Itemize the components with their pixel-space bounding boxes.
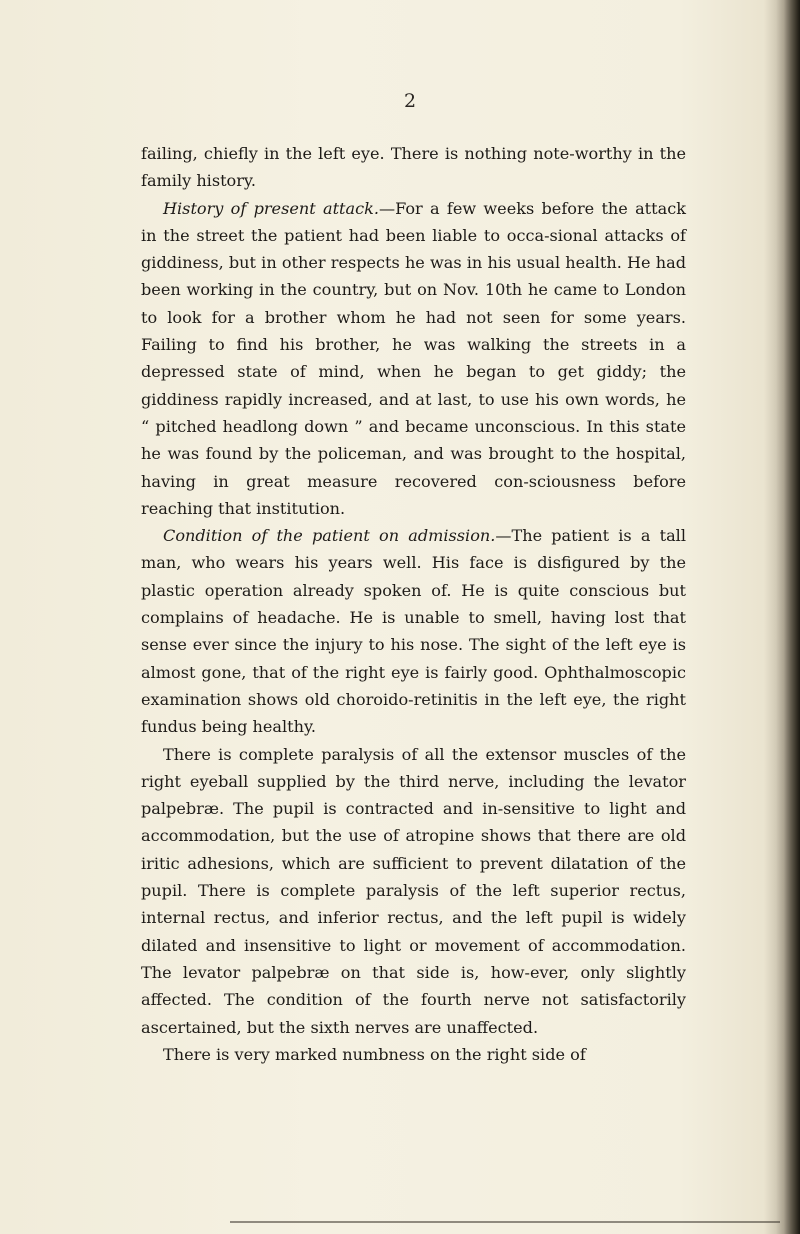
bottom-rule (230, 1221, 780, 1223)
paragraph-text: There is very marked numbness on the right side of (163, 1044, 586, 1064)
page-edge-shadow (764, 0, 800, 1234)
paragraph-text: —For a few weeks before the attack in the street the patient had been liable to occa-sional attacks of giddiness, but in other respects he was in his usual health. He had been working in the country, but on Nov. 10th he came to London to look for a brother whom he had not seen for some years. Failing to find his brother, he was walking the streets in a depressed state of mind, when he began to get giddy; the giddiness rapidly increased, and at last, to use his own words, he “ pitched headlong down ” and became unconscious. In this state he was found by the policeman, and was brought to the hospital, having in great measure recovered con-sciousness before reaching that institution. (141, 198, 686, 518)
page-number: 2 (403, 90, 417, 112)
section-heading: History of present attack. (163, 198, 379, 218)
body-text (141, 140, 686, 1068)
paragraph-paralysis (141, 741, 686, 1041)
paragraph-text: —The patient is a tall man, who wears his years well. His face is disfigured by the plastic operation already spoken of. He is quite conscious but complains of headache. He is unable to smell, having lost that sense ever since the injury to his nose. The sight of the left eye is almost gone, that of the right eye is fairly good. Ophthalmoscopic examination shows old choroido-retinitis in the left eye, the right fundus being healthy. (141, 526, 686, 737)
paragraph-text: failing, chiefly in the left eye. There is nothing note-worthy in the family history. (141, 144, 686, 191)
paragraph-condition-on-admission (141, 522, 686, 740)
paragraph-history-present-attack (141, 195, 686, 523)
section-heading: Condition of the patient on admission. (163, 526, 496, 546)
paragraph-family-history (141, 140, 686, 195)
paragraph-text: There is complete paralysis of all the extensor muscles of the right eyeball supplied by the third nerve, including the levator palpebræ. The pupil is contracted and in-sensitive to light and accommodation, but the use of atropine shows that there are old iritic adhesions, which are sufficient to prevent dilatation of the pupil. There is complete paralysis of the left superior rectus, internal rectus, and inferior rectus, and the left pupil is widely dilated and insensitive to light or movement of accommodation. The levator palpebræ on that side is, how-ever, only slightly affected. The condition of the fourth nerve not satisfactorily ascertained, but the sixth nerves are unaffected. (141, 744, 686, 1037)
paragraph-numbness (141, 1041, 686, 1068)
